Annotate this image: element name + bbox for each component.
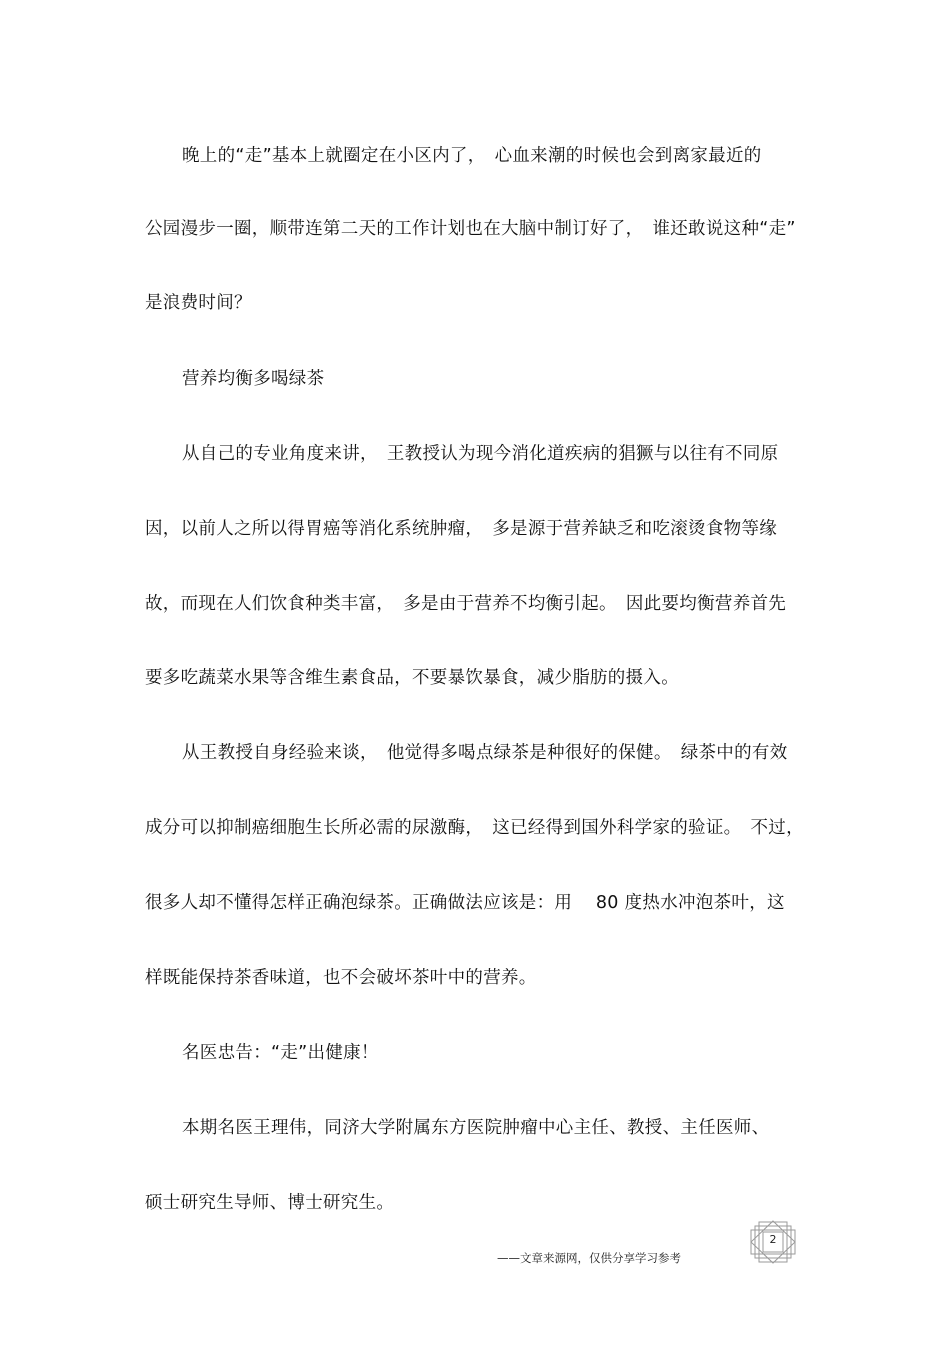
text-line: 从王教授自身经验来谈， 他觉得多喝点绿茶是种很好的保健。 绿茶中的有效	[182, 743, 788, 763]
text-line: 从自己的专业角度来讲， 王教授认为现今消化道疾病的猖獗与以往有不同原	[182, 444, 779, 464]
footer-source-note: ——文章来源网，仅供分享学习参考	[497, 1251, 681, 1265]
text-line: 硕士研究生导师、博士研究生。	[145, 1193, 395, 1213]
text-line: 是浪费时间？	[145, 293, 252, 313]
page-number: 2	[769, 1233, 777, 1246]
text-line: 很多人却不懂得怎样正确泡绿茶。正确做法应该是：用 80 度热水冲泡茶叶，这	[145, 893, 785, 913]
text-line: 成分可以抑制癌细胞生长所必需的尿激酶， 这已经得到国外科学家的验证。 不过，	[145, 818, 804, 838]
text-line: 要多吃蔬菜水果等含维生素食品，不要暴饮暴食，减少脂肪的摄入。	[145, 668, 679, 688]
text-line: 公园漫步一圈，顺带连第二天的工作计划也在大脑中制订好了， 谁还敢说这种“走”	[145, 219, 796, 239]
text-line: 因，以前人之所以得胃癌等消化系统肿瘤， 多是源于营养缺乏和吃滚烫食物等缘	[145, 519, 778, 539]
text-line: 故，而现在人们饮食种类丰富， 多是由于营养不均衡引起。 因此要均衡营养首先	[145, 594, 787, 614]
text-line: 晚上的“走”基本上就圈定在小区内了， 心血来潮的时候也会到离家最近的	[182, 146, 762, 166]
text-line: 样既能保持茶香味道，也不会破坏茶叶中的营养。	[145, 968, 537, 988]
text-line: 本期名医王理伟，同济大学附属东方医院肿瘤中心主任、教授、主任医师、	[182, 1118, 770, 1138]
section-heading: 营养均衡多喝绿茶	[182, 369, 325, 389]
section-heading: 名医忠告：“走”出健康！	[182, 1043, 379, 1063]
